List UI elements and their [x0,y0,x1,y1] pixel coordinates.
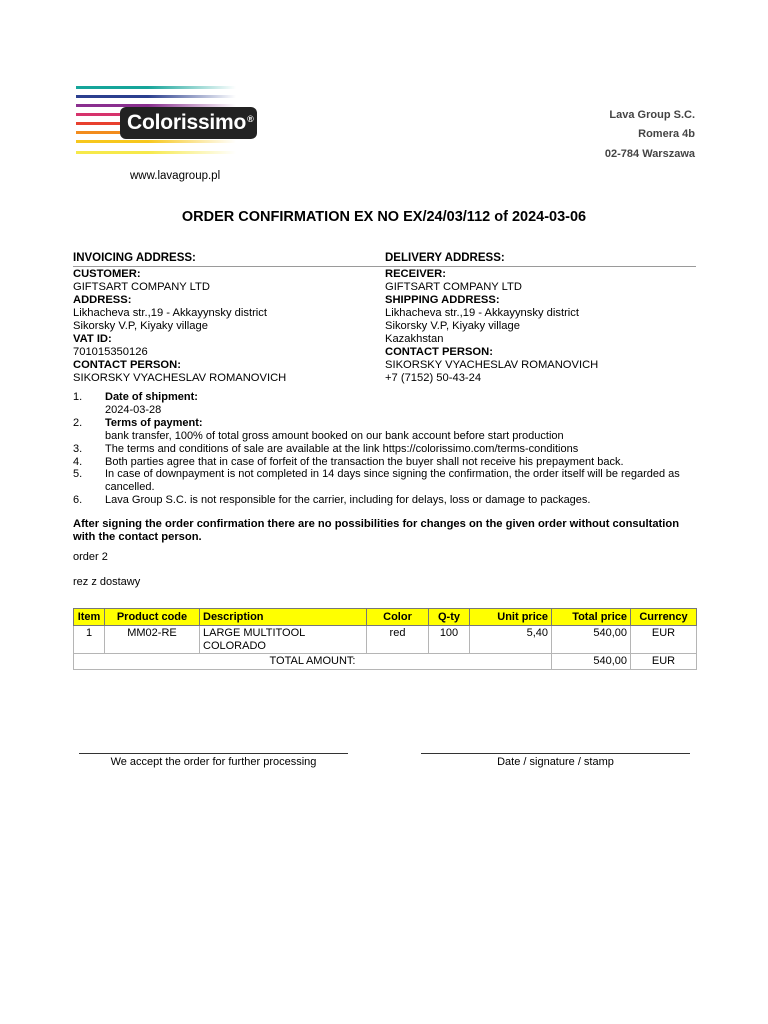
receiver-name: GIFTSART COMPANY LTD [385,281,522,293]
total-label: TOTAL AMOUNT: [74,654,552,670]
logo-stripe [76,151,236,154]
col-header-color: Color [367,609,429,626]
signature-line-right [421,753,690,754]
receiver-label: RECEIVER: [385,268,446,280]
term-item [73,417,698,443]
cell-item: 1 [74,626,105,654]
term-heading: Date of shipment: [105,391,198,403]
delivery-address [385,268,598,385]
total-row [74,654,697,670]
company-street: Romera 4b [638,128,695,140]
signature-line-left [79,753,348,754]
term-number: 6. [73,494,83,507]
cell-product-code: MM02-RE [105,626,200,654]
customer-name: GIFTSART COMPANY LTD [73,281,210,293]
col-header-item: Item [74,609,105,626]
order-note: order 2 [73,551,108,563]
term-text: The terms and conditions of sale are available at the link https://colorissimo.com/terms-conditions [105,442,579,455]
col-header-qty: Q-ty [429,609,470,626]
cell-qty: 100 [429,626,470,654]
cell-color: red [367,626,429,654]
shipping-label: SHIPPING ADDRESS: [385,294,500,306]
customer-label: CUSTOMER: [73,268,141,280]
contact-label: CONTACT PERSON: [385,346,493,358]
contact-phone: +7 (7152) 50-43-24 [385,372,482,384]
logo-wordmark [120,107,257,139]
term-number: 3. [73,442,83,455]
cell-description [200,626,367,654]
logo-stripe [76,95,236,98]
address-divider [73,266,696,267]
term-item [73,494,698,507]
table-header-row [74,609,697,626]
company-website: www.lavagroup.pl [130,170,221,182]
date-signature-stamp-label: Date / signature / stamp [497,756,614,768]
contact-person: SIKORSKY VYACHESLAV ROMANOVICH [385,359,599,371]
logo-text: Colorissimo [127,111,247,134]
term-number: 1. [73,391,83,403]
col-header-unit-price: Unit price [470,609,552,626]
shipping-line: Likhacheva str.,19 - Akkayynsky district [385,307,579,319]
term-number: 5. [73,468,83,481]
invoicing-address [73,268,286,385]
term-text: In case of downpayment is not completed in 14 days since signing the confirmation, the order itself will be regarded as cancelled. [105,468,680,494]
term-text: bank transfer, 100% of total gross amount booked on our bank account before start production [105,429,564,442]
cell-total-price: 540,00 [552,626,631,654]
term-number: 2. [73,416,83,429]
registered-mark: ® [247,114,254,124]
accept-order-label: We accept the order for further processing [110,756,317,768]
address-label: ADDRESS: [73,294,132,306]
company-city: 02-784 Warszawa [604,148,695,160]
col-header-description: Description [200,609,367,626]
description-line: LARGE MULTITOOL [203,627,306,639]
address-line: Sikorsky V.P, Kiyaky village [73,320,208,332]
col-header-product-code: Product code [105,609,200,626]
shipping-line: Sikorsky V.P, Kiyaky village [385,320,520,332]
order-items-table [73,608,697,670]
col-header-currency: Currency [631,609,697,626]
term-item [73,456,698,469]
total-currency: EUR [631,654,697,670]
shipping-line: Kazakhstan [385,333,444,345]
cell-currency: EUR [631,626,697,654]
term-text: 2024-03-28 [105,403,162,416]
company-logo [76,86,266,160]
term-text: Lava Group S.C. is not responsible for the carrier, including for delays, loss or damage to packages. [105,494,591,507]
delivery-heading: DELIVERY ADDRESS: [385,252,505,264]
vat-label: VAT ID: [73,333,112,345]
address-line: Likhacheva str.,19 - Akkayynsky district [73,307,267,319]
logo-stripe [76,86,236,89]
document-title: ORDER CONFIRMATION EX NO EX/24/03/112 of 2024-03-06 [181,209,587,225]
cell-unit-price: 5,40 [470,626,552,654]
contact-person: SIKORSKY VYACHESLAV ROMANOVICH [73,372,287,384]
total-value: 540,00 [552,654,631,670]
term-text: Both parties agree that in case of forfeit of the transaction the buyer shall not receive his prepayment back. [105,455,624,468]
term-item [73,391,698,417]
term-heading: Terms of payment: [105,416,203,429]
col-header-total-price: Total price [552,609,631,626]
order-notice: After signing the order confirmation there are no possibilities for changes on the given order without consultation with the contact person. [73,518,680,544]
invoicing-heading: INVOICING ADDRESS: [73,252,196,264]
term-item [73,443,698,456]
delivery-note: rez z dostawy [73,576,141,588]
table-row [74,626,697,654]
logo-stripe [76,140,236,143]
vat-id: 701015350126 [73,346,148,358]
terms-list [73,391,698,507]
contact-label: CONTACT PERSON: [73,359,181,371]
term-item [73,468,698,494]
company-name: Lava Group S.C. [609,109,695,121]
description-line: COLORADO [203,639,266,652]
term-number: 4. [73,455,83,468]
